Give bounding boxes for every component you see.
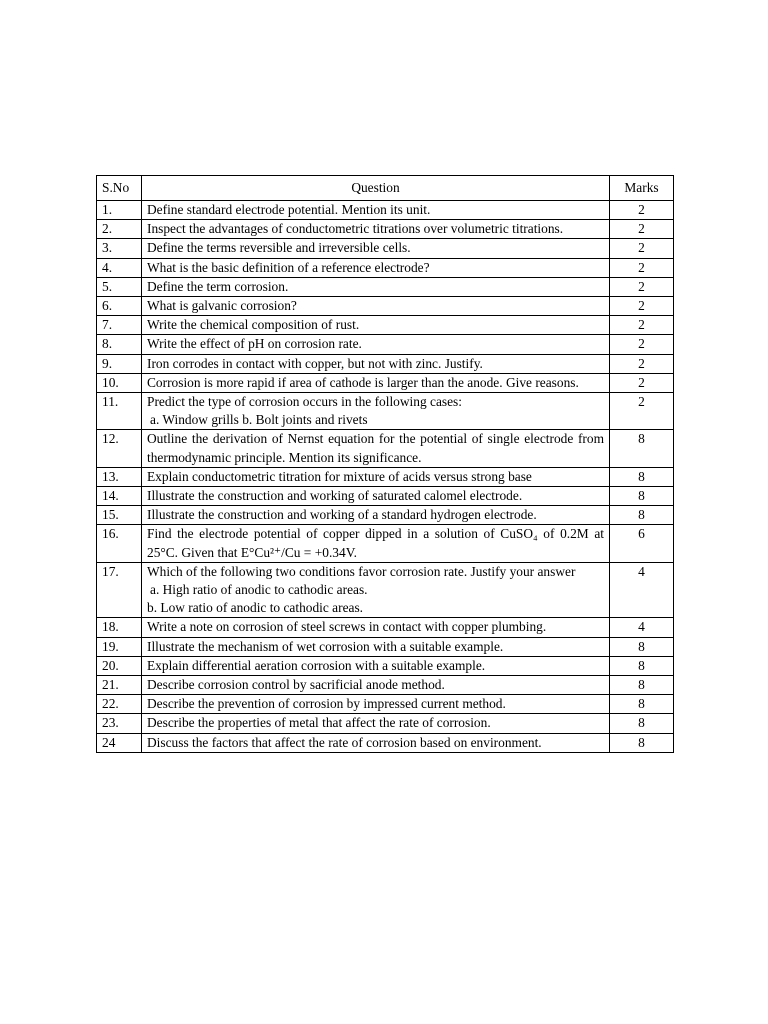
question-line: Illustrate the construction and working of a standard hydrogen electrode. bbox=[147, 507, 537, 523]
row-question bbox=[142, 335, 610, 354]
table-row bbox=[97, 335, 674, 354]
row-question bbox=[142, 676, 610, 695]
row-question bbox=[142, 239, 610, 258]
table-body bbox=[97, 201, 674, 753]
row-question bbox=[142, 695, 610, 714]
table-row bbox=[97, 297, 674, 316]
row-marks: 2 bbox=[610, 297, 674, 316]
row-question bbox=[142, 316, 610, 335]
row-marks: 2 bbox=[610, 220, 674, 239]
row-serial-number: 14. bbox=[97, 487, 142, 506]
row-marks: 8 bbox=[610, 467, 674, 486]
row-serial-number: 3. bbox=[97, 239, 142, 258]
row-serial-number: 2. bbox=[97, 220, 142, 239]
row-serial-number: 5. bbox=[97, 277, 142, 296]
question-line: Describe the properties of metal that affect the rate of corrosion. bbox=[147, 715, 491, 731]
table-row bbox=[97, 239, 674, 258]
question-line: Define the terms reversible and irreversible cells. bbox=[147, 240, 411, 256]
row-marks: 8 bbox=[610, 656, 674, 675]
row-question bbox=[142, 618, 610, 637]
row-marks: 6 bbox=[610, 525, 674, 562]
question-line: Write the effect of pH on corrosion rate. bbox=[147, 336, 362, 352]
table-row bbox=[97, 525, 674, 562]
row-question bbox=[142, 637, 610, 656]
row-marks: 2 bbox=[610, 201, 674, 220]
table-row bbox=[97, 562, 674, 618]
question-line: Define standard electrode potential. Mention its unit. bbox=[147, 202, 431, 217]
row-marks: 8 bbox=[610, 430, 674, 467]
row-marks: 2 bbox=[610, 316, 674, 335]
row-serial-number: 15. bbox=[97, 506, 142, 525]
table-row bbox=[97, 354, 674, 373]
row-serial-number: 13. bbox=[97, 467, 142, 486]
row-serial-number: 24 bbox=[97, 733, 142, 752]
row-serial-number: 20. bbox=[97, 656, 142, 675]
row-question bbox=[142, 487, 610, 506]
row-serial-number: 22. bbox=[97, 695, 142, 714]
question-line: Discuss the factors that affect the rate of corrosion based on environment. bbox=[147, 734, 542, 750]
question-line: Predict the type of corrosion occurs in the following cases: bbox=[147, 394, 462, 410]
question-line: What is galvanic corrosion? bbox=[147, 298, 297, 314]
row-question bbox=[142, 373, 610, 392]
header-marks: Marks bbox=[610, 176, 674, 201]
row-marks: 8 bbox=[610, 676, 674, 695]
row-question bbox=[142, 354, 610, 373]
question-line: Inspect the advantages of conductometric titrations over volumetric titrations. bbox=[147, 221, 564, 237]
row-serial-number: 18. bbox=[97, 618, 142, 637]
row-marks: 2 bbox=[610, 277, 674, 296]
row-serial-number: 17. bbox=[97, 562, 142, 618]
row-serial-number: 21. bbox=[97, 676, 142, 695]
table-row bbox=[97, 487, 674, 506]
question-line: Describe the prevention of corrosion by impressed current method. bbox=[147, 696, 506, 712]
row-marks: 2 bbox=[610, 393, 674, 430]
question-line: Outline the derivation of Nernst equation for the potential of single electrode from thermodynamic principle. Mention its significance. bbox=[147, 431, 604, 465]
table-row bbox=[97, 618, 674, 637]
table-row bbox=[97, 676, 674, 695]
question-line: Illustrate the mechanism of wet corrosion with a suitable example. bbox=[147, 638, 504, 654]
row-serial-number: 7. bbox=[97, 316, 142, 335]
row-serial-number: 10. bbox=[97, 373, 142, 392]
table-row bbox=[97, 656, 674, 675]
row-question bbox=[142, 733, 610, 752]
question-line: What is the basic definition of a reference electrode? bbox=[147, 259, 430, 275]
row-question bbox=[142, 258, 610, 277]
row-serial-number: 23. bbox=[97, 714, 142, 733]
row-question bbox=[142, 297, 610, 316]
row-serial-number: 11. bbox=[97, 393, 142, 430]
row-question bbox=[142, 277, 610, 296]
row-question bbox=[142, 525, 610, 562]
table-row bbox=[97, 714, 674, 733]
question-line: Explain conductometric titration for mixture of acids versus strong base bbox=[147, 468, 532, 484]
row-question bbox=[142, 714, 610, 733]
question-table bbox=[96, 175, 674, 753]
row-marks: 8 bbox=[610, 733, 674, 752]
table-row bbox=[97, 637, 674, 656]
row-marks: 8 bbox=[610, 637, 674, 656]
row-marks: 2 bbox=[610, 258, 674, 277]
table-row bbox=[97, 695, 674, 714]
row-serial-number: 12. bbox=[97, 430, 142, 467]
table-row bbox=[97, 258, 674, 277]
table-row bbox=[97, 277, 674, 296]
row-question bbox=[142, 656, 610, 675]
question-line: a. High ratio of anodic to cathodic areas. bbox=[150, 582, 368, 598]
row-serial-number: 16. bbox=[97, 525, 142, 562]
row-marks: 8 bbox=[610, 714, 674, 733]
row-serial-number: 1. bbox=[97, 201, 142, 220]
table-row bbox=[97, 201, 674, 220]
row-marks: 2 bbox=[610, 335, 674, 354]
row-question bbox=[142, 467, 610, 486]
header-sno: S.No bbox=[97, 176, 142, 201]
table-row bbox=[97, 467, 674, 486]
question-line: Write a note on corrosion of steel screws in contact with copper plumbing. bbox=[147, 619, 547, 635]
question-line: Iron corrodes in contact with copper, but not with zinc. Justify. bbox=[147, 355, 483, 371]
row-question bbox=[142, 430, 610, 467]
question-line: Which of the following two conditions favor corrosion rate. Justify your answer bbox=[147, 563, 576, 579]
table-row bbox=[97, 220, 674, 239]
question-line: Corrosion is more rapid if area of cathode is larger than the anode. Give reasons. bbox=[147, 374, 579, 390]
row-marks: 4 bbox=[610, 562, 674, 618]
table-row bbox=[97, 393, 674, 430]
row-marks: 8 bbox=[610, 487, 674, 506]
table-header bbox=[97, 176, 674, 201]
row-question bbox=[142, 562, 610, 618]
row-marks: 2 bbox=[610, 239, 674, 258]
question-line: Find the electrode potential of copper dipped in a solution of CuSO₄ of 0.2M at 25°C. Given that E°Cu²⁺/Cu = +0.34V. bbox=[147, 526, 604, 560]
table-row bbox=[97, 733, 674, 752]
row-marks: 2 bbox=[610, 373, 674, 392]
row-question bbox=[142, 393, 610, 430]
row-serial-number: 4. bbox=[97, 258, 142, 277]
question-line: Explain differential aeration corrosion with a suitable example. bbox=[147, 657, 486, 673]
row-marks: 4 bbox=[610, 618, 674, 637]
header-question: Question bbox=[142, 176, 610, 201]
question-line: a. Window grills b. Bolt joints and rivets bbox=[150, 412, 368, 428]
question-line: Describe corrosion control by sacrificial anode method. bbox=[147, 677, 445, 693]
row-question bbox=[142, 506, 610, 525]
row-marks: 8 bbox=[610, 506, 674, 525]
table-row bbox=[97, 316, 674, 335]
header-row bbox=[97, 176, 674, 201]
question-line: b. Low ratio of anodic to cathodic areas. bbox=[147, 600, 364, 616]
row-question bbox=[142, 201, 610, 220]
row-marks: 2 bbox=[610, 354, 674, 373]
table-row bbox=[97, 373, 674, 392]
table-row bbox=[97, 430, 674, 467]
row-serial-number: 6. bbox=[97, 297, 142, 316]
question-line: Write the chemical composition of rust. bbox=[147, 317, 360, 333]
row-serial-number: 9. bbox=[97, 354, 142, 373]
question-line: Illustrate the construction and working of saturated calomel electrode. bbox=[147, 488, 523, 504]
row-question bbox=[142, 220, 610, 239]
row-serial-number: 8. bbox=[97, 335, 142, 354]
row-serial-number: 19. bbox=[97, 637, 142, 656]
question-line: Define the term corrosion. bbox=[147, 278, 289, 294]
row-marks: 8 bbox=[610, 695, 674, 714]
table-row bbox=[97, 506, 674, 525]
